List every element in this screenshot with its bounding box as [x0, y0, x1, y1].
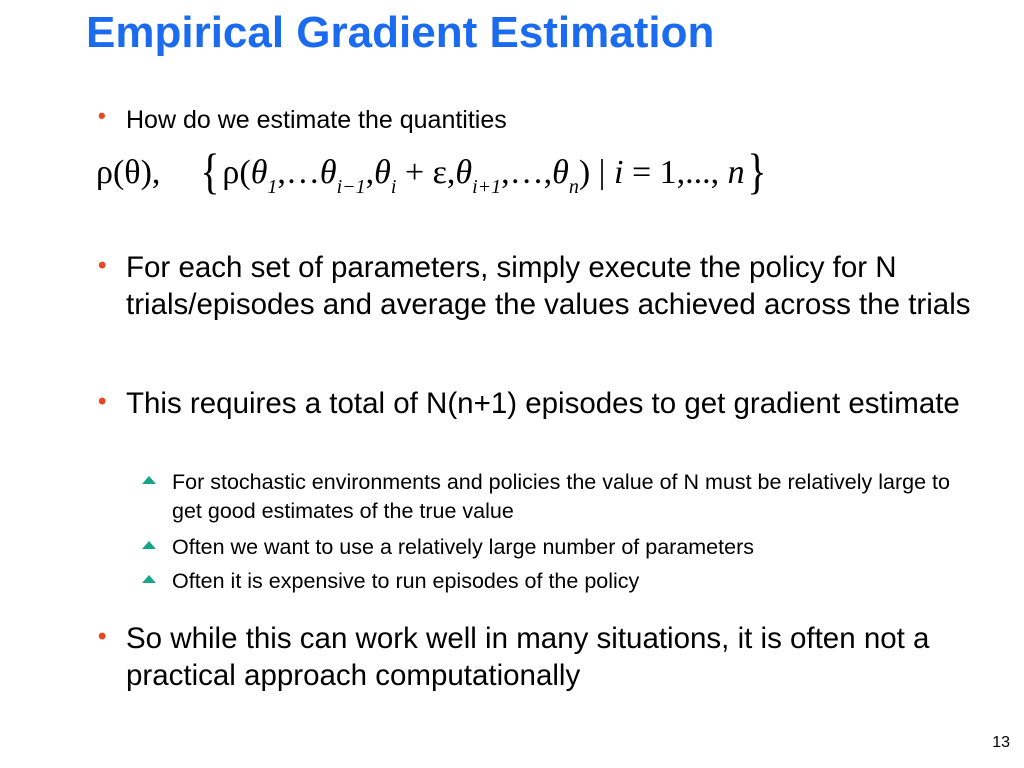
formula-theta: θ: [250, 154, 268, 191]
formula-sub-i-minus-1: i−1: [336, 176, 366, 198]
sub-bullet-item: [142, 533, 962, 562]
bullet-text: This requires a total of N(n+1) episodes to get gradient estimate: [126, 387, 960, 420]
slide-title: Empirical Gradient Estimation: [86, 8, 715, 57]
formula-sub-i: i: [390, 176, 397, 198]
formula-sub-1: 1: [267, 176, 278, 198]
formula-theta: θ: [552, 154, 569, 191]
sub-bullet-text: Often we want to use a relatively large number of parameters: [172, 535, 754, 559]
formula: [96, 142, 926, 214]
bullet-item: [98, 385, 988, 459]
formula-close-paren-bar: ) |: [578, 154, 614, 191]
formula-theta: θ: [455, 154, 473, 191]
triangle-up-icon: [142, 575, 156, 583]
bullet-marker: •: [98, 388, 107, 415]
bullet-marker: •: [98, 252, 107, 279]
formula-comma: ,: [365, 154, 375, 191]
bullet-text: For each set of parameters, simply execute the policy for N trials/episodes and average the values achieved across the trials: [126, 251, 971, 321]
formula-equals-range: = 1,...,: [623, 154, 728, 191]
formula-rho-theta: ρ(θ),: [96, 154, 161, 191]
bullet-text: How do we estimate the quantities: [126, 106, 507, 134]
bullet-text: So while this can work well in many situations, it is often not a practical approach computationally: [126, 622, 930, 692]
bullet-item: [98, 620, 988, 694]
page-number: 13: [992, 734, 1010, 751]
bullet-item: [98, 103, 988, 137]
formula-plus-epsilon: + ε,: [396, 154, 456, 191]
triangle-up-icon: [142, 476, 156, 484]
sub-bullet-text: Often it is expensive to run episodes of the policy: [172, 569, 640, 593]
formula-dots-after: ,…,: [501, 154, 553, 191]
bullet-item: [98, 249, 988, 360]
formula-sub-n: n: [568, 176, 579, 198]
formula-i-variable: i: [614, 154, 624, 191]
formula-open-brace: {: [200, 143, 221, 199]
sub-bullet-item: [142, 567, 962, 596]
bullet-marker: •: [98, 103, 106, 128]
formula-close-brace: }: [747, 143, 767, 199]
formula-n-variable: n: [727, 154, 745, 191]
formula-sub-i-plus-1: i+1: [472, 176, 502, 198]
triangle-up-icon: [142, 541, 156, 549]
sub-bullet-item: [142, 468, 962, 526]
bullet-marker: •: [98, 623, 107, 650]
sub-bullet-text: For stochastic environments and policies the value of N must be relatively large to get good estimates of the true value: [172, 470, 950, 523]
formula-theta: θ: [319, 154, 337, 191]
formula-theta: θ: [374, 154, 391, 191]
formula-rho-open: ρ(: [222, 154, 251, 191]
formula-dots: ,…: [277, 154, 320, 191]
